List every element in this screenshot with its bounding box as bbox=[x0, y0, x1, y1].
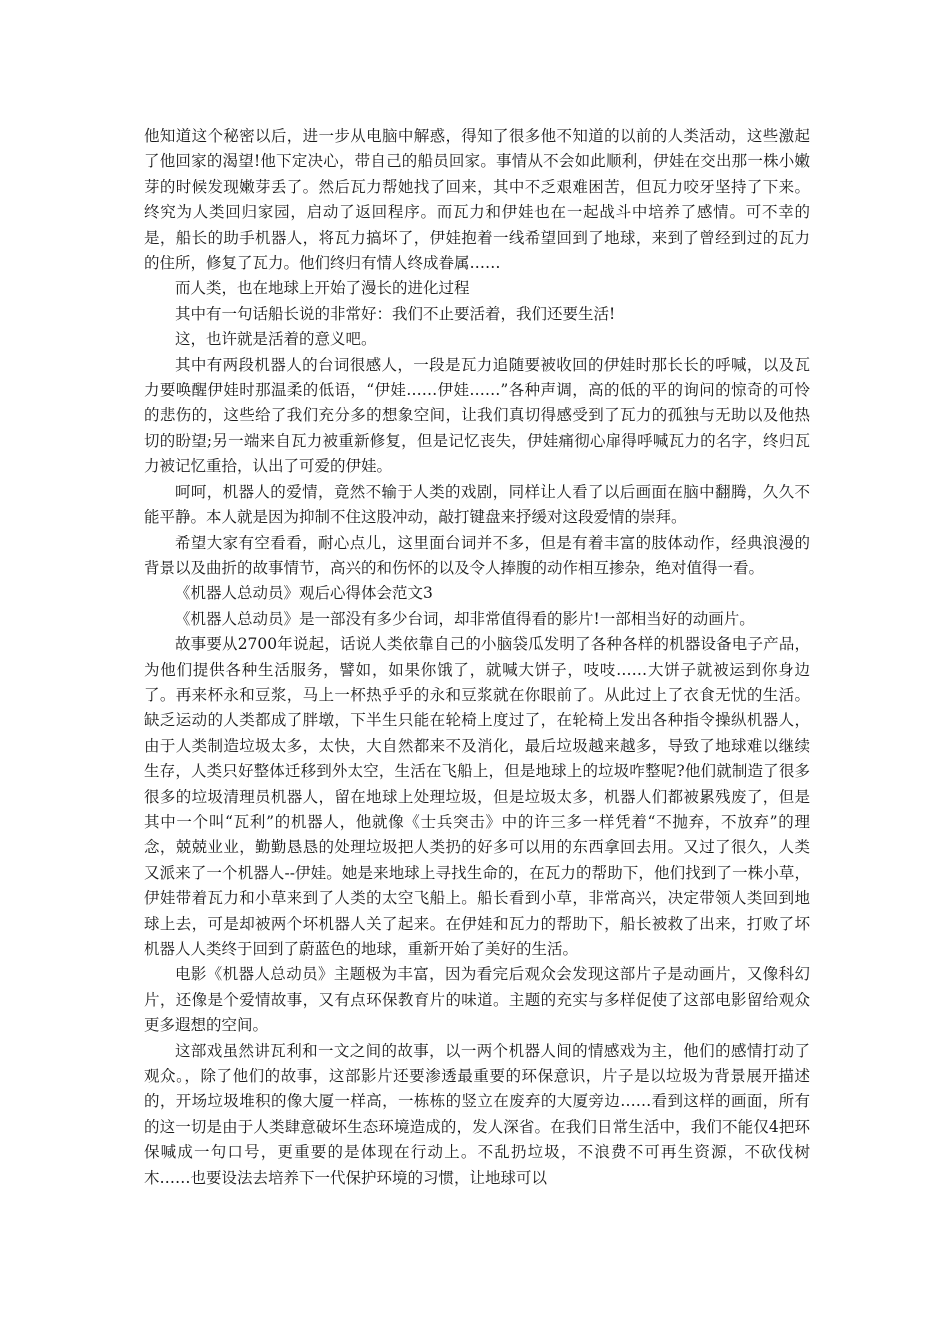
paragraph: 其中有一句话船长说的非常好：我们不止要活着，我们还要生活! bbox=[175, 304, 616, 323]
paragraph: 《机器人总动员》是一部没有多少台词，却非常值得看的影片!一部相当好的动画片。 bbox=[175, 609, 755, 628]
paragraph: 这，也许就是活着的意义吧。 bbox=[175, 330, 377, 349]
section-heading: 《机器人总动员》观后心得体会范文3 bbox=[175, 584, 433, 603]
paragraph: 而人类，也在地球上开始了漫长的进化过程 bbox=[175, 279, 470, 298]
paragraph: 这部戏虽然讲瓦利和一文之间的故事，以一两个机器人间的情感戏为主，他们的感情打动了观众。，除了他们的故事，这部影片还要渗透最重要的环保意识，片子是以垃圾为背景展开描述的，开场垃圾堆积的像大厦一样高，一栋栋的竖立在废弃的大厦旁边……看到这样的画面，所有的这一切是由于人类肆意破坏生态环境造成的，发人深省。在我们日常生活中，我们不能仅4把环保喊成一句口号，更重要的是体现在行动上。不乱扔垃圾，不浪费不可再生资源，不砍伐树木……也要设法去培养下一代保护环境的习惯，让地球可以 bbox=[144, 1041, 810, 1187]
paragraph: 呵呵，机器人的爱情，竟然不输于人类的戏剧，同样让人看了以后画面在脑中翻腾，久久不能平静。本人就是因为抑制不住这股冲动，敲打键盘来抒缓对这段爱情的崇拜。 bbox=[144, 482, 810, 527]
paragraph: 电影《机器人总动员》主题极为丰富，因为看完后观众会发现这部片子是动画片，又像科幻片，还像是个爱情故事，又有点环保教育片的味道。主题的充实与多样促使了这部电影留给观众更多遐想的空间。 bbox=[144, 965, 810, 1035]
document-body bbox=[144, 124, 810, 1191]
paragraph: 希望大家有空看看，耐心点儿，这里面台词并不多，但是有着丰富的肢体动作，经典浪漫的背景以及曲折的故事情节，高兴的和伤怀的以及令人捧腹的动作相互掺杂，绝对值得一看。 bbox=[144, 533, 810, 577]
paragraph: 故事要从2700年说起，话说人类依靠自己的小脑袋瓜发明了各种各样的机器设备电子产品，为他们提供各种生活服务，譬如，如果你饿了，就喊大饼子，吱吱……大饼子就被运到你身边了。再来杯永和豆浆，马上一杯热乎乎的永和豆浆就在你眼前了。从此过上了衣食无忧的生活。缺乏运动的人类都成了胖墩，下半生只能在轮椅上度过了，在轮椅上发出各种指令操纵机器人，由于人类制造垃圾太多，太快，大自然都来不及消化，最后垃圾越来越多，导致了地球难以继续生存，人类只好整体迁移到外太空，生活在飞船上，但是地球上的垃圾咋整呢?他们就制造了很多很多的垃圾清理员机器人，留在地球上处理垃圾，但是垃圾太多，机器人们都被累残废了，但是其中一个叫“瓦利”的机器人，他就像《士兵突击》中的许三多一样凭着“不抛弃，不放弃”的理念，兢兢业业，勤勤恳恳的处理垃圾把人类扔的好多可以用的东西拿回去用。又过了很久，人类又派来了一个机器人--伊娃。她是来地球上寻找生命的，在瓦力的帮助下，他们找到了一株小草，伊娃带着瓦力和小草来到了人类的太空飞船上。船长看到小草，非常高兴，决定带领人类回到地球上去，可是却被两个坏机器人关了起来。在伊娃和瓦力的帮助下，船长被救了出来，打败了坏机器人人类终于回到了蔚蓝色的地球，重新开始了美好的生活。 bbox=[144, 635, 810, 958]
paragraph: 其中有两段机器人的台词很感人，一段是瓦力追随要被收回的伊娃时那长长的呼喊，以及瓦力要唤醒伊娃时那温柔的低语，“伊娃……伊娃……”各种声调，高的低的平的询问的惊奇的可怜的悲伤的，这些给了我们充分多的想象空间，让我们真切得感受到了瓦力的孤独与无助以及他热切的盼望;另一端来自瓦力被重新修复，但是记忆丧失，伊娃痛彻心扉得呼喊瓦力的名字，终归瓦力被记忆重拾，认出了可爱的伊娃。 bbox=[144, 355, 810, 476]
paragraph: 他知道这个秘密以后，进一步从电脑中解惑，得知了很多他不知道的以前的人类活动，这些激起了他回家的渴望!他下定决心，带自己的船员回家。事情从不会如此顺利，伊娃在交出那一株小嫩芽的时候发现嫩芽丢了。然后瓦力帮她找了回来，其中不乏艰难困苦，但瓦力咬牙坚持了下来。终究为人类回归家园，启动了返回程序。而瓦力和伊娃也在一起战斗中培养了感情。可不幸的是，船长的助手机器人，将瓦力搞坏了，伊娃抱着一线希望回到了地球，来到了曾经到过的瓦力的住所，修复了瓦力。他们终归有情人终成眷属…… bbox=[144, 127, 810, 273]
